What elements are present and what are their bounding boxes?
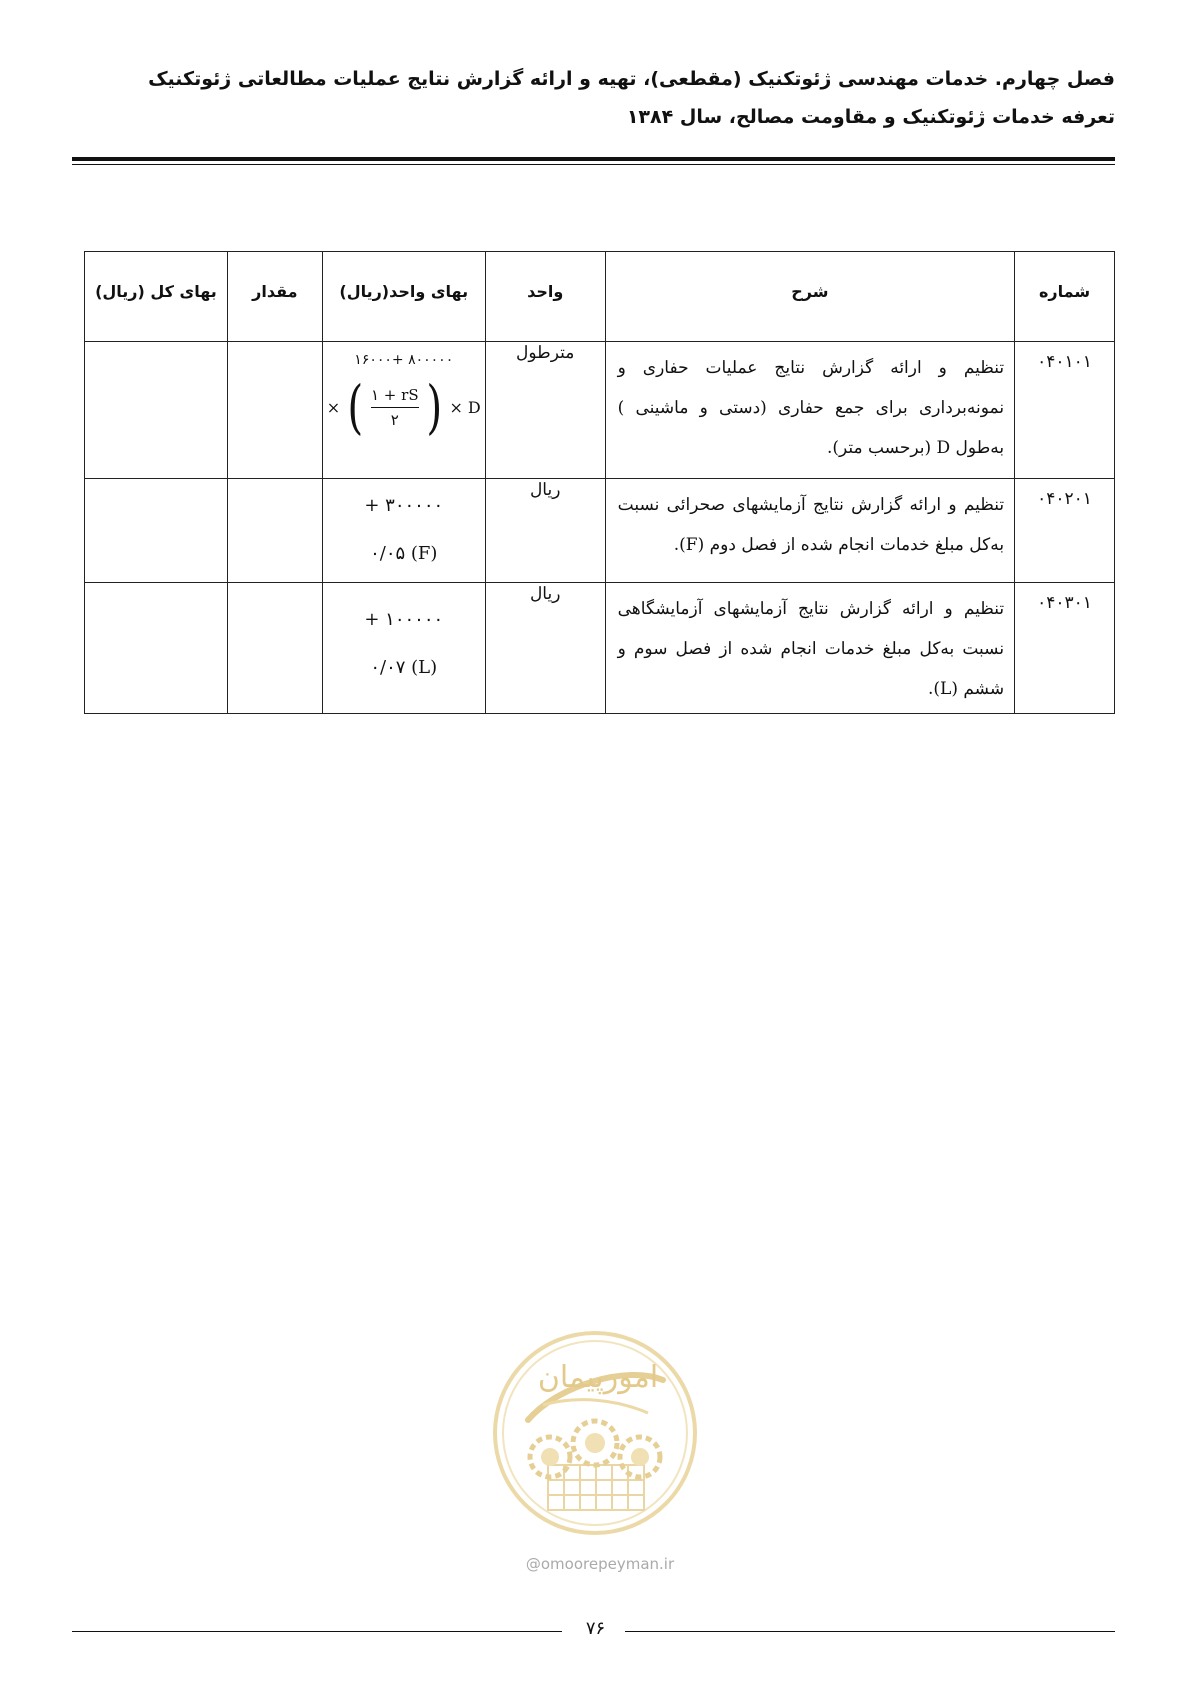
row-quantity [227,583,322,714]
row-number: ۰۴۰۳۰۱ [1015,583,1115,714]
fraction-bar [371,407,419,408]
row-unit-price [322,342,485,479]
price-line-base: ۳۰۰۰۰۰ + [364,495,444,516]
price-line-percent: ۰/۰۷ (L) [370,657,438,678]
table-row [85,342,1115,479]
footer-rule-right [625,1631,1115,1632]
price-formula-expression [324,373,484,441]
price-line-percent: ۰/۰۵ (F) [370,543,438,564]
header-chapter-title: فصل چهارم. خدمات مهندسی ژئوتکنیک (مقطعی)، تهیه و ارائه گزارش نتایج عملیات مطالعاتی ژئوتکنیک [148,68,1115,90]
page-header [75,60,1115,136]
right-paren: ) [426,373,443,441]
table-header-row [85,252,1115,342]
price-line-base: ۱۰۰۰۰۰ + [364,609,444,630]
header-rule-thin [72,164,1115,165]
row-number: ۰۴۰۲۰۱ [1015,479,1115,583]
row-number: ۰۴۰۱۰۱ [1015,342,1115,479]
header-unit: واحد [485,252,605,342]
page-number: ۷۶ [585,1618,606,1639]
tariff-table [84,251,1115,714]
table-row [85,479,1115,583]
header-rule-thick [72,157,1115,161]
watermark-logo-icon [488,1325,702,1545]
fraction-numerator: ۱ + rS [370,385,419,404]
table-row [85,583,1115,714]
row-description: تنظیم و ارائه گزارش نتایج عملیات حفاری و نمونه‌برداری برای جمع حفاری (دستی و ماشینی ) به‌طول D (برحسب متر). [605,342,1014,479]
row-description: تنظیم و ارائه گزارش نتایج آزمایشهای صحرائی نسبت به‌کل مبلغ خدمات انجام شده از فصل دوم (F). [605,479,1014,583]
row-unit: ریال [485,583,605,714]
times-d: × D [449,397,481,417]
header-total-price: بهای کل (ریال) [85,252,228,342]
price-formula-base: ۸۰۰۰۰۰ +۱۶۰۰۰ [354,352,454,368]
row-quantity [227,342,322,479]
row-description: تنظیم و ارائه گزارش نتایج آزمایشهای آزمایشگاهی نسبت به‌کل مبلغ خدمات انجام شده از فصل سوم و ششم (L). [605,583,1014,714]
header-unit-price: بهای واحد(ریال) [322,252,485,342]
row-total [85,583,228,714]
times-sign: × [326,397,341,417]
fraction-denominator: ۲ [390,410,399,429]
row-unit: ریال [485,479,605,583]
watermark-logo-text: امورپیمان [537,1360,659,1395]
header-description: شرح [605,252,1014,342]
footer-rule-left [72,1631,562,1632]
header-document-title: تعرفه خدمات ژئوتکنیک و مقاومت مصالح، سال ۱۳۸۴ [626,106,1115,128]
row-unit-price [322,479,485,583]
watermark-website: @omoorepeyman.ir [525,1555,675,1573]
header-number: شماره [1015,252,1115,342]
fraction [371,386,419,429]
row-unit-price [322,583,485,714]
row-total [85,479,228,583]
watermark-logo [488,1325,702,1545]
row-quantity [227,479,322,583]
header-quantity: مقدار [227,252,322,342]
row-unit: مترطول [485,342,605,479]
row-total [85,342,228,479]
left-paren: ( [347,373,364,441]
